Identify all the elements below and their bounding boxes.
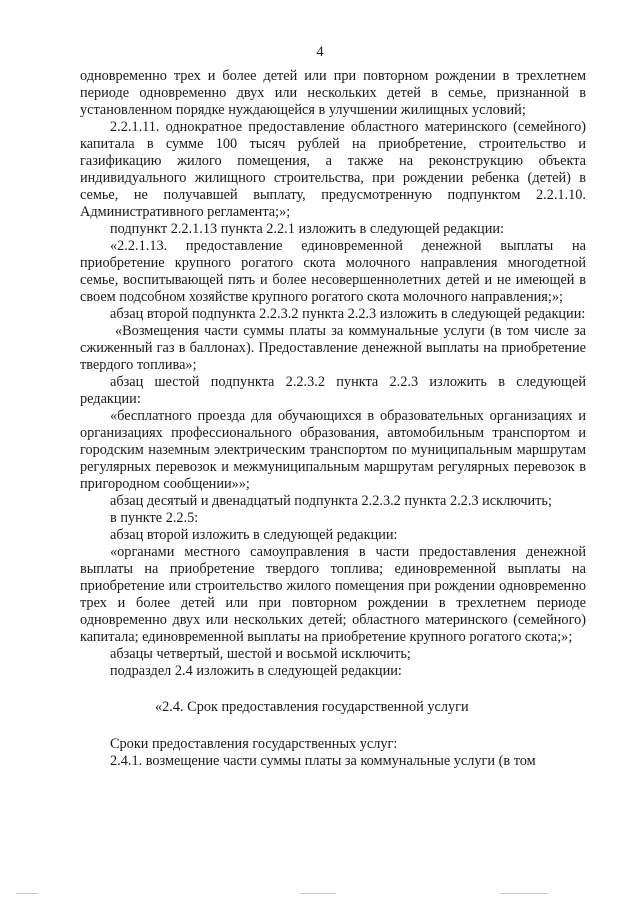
paragraph-p6: «Возмещения части суммы платы за коммунальные услуги (в том числе за сжиженный газ в баллонах). Предоставление денежной выплаты на приобретение твердого топлива»; bbox=[80, 323, 586, 373]
page-number: 4 bbox=[316, 44, 324, 60]
scan-artifact-right bbox=[500, 893, 548, 894]
section-heading: «2.4. Срок предоставления государственной услуги bbox=[155, 699, 469, 715]
paragraph-p12: «органами местного самоуправления в части предоставления денежной выплаты на приобретение твердого топлива; единовременной выплаты на приобретение или строительство жилого помещения при рождении одновременно трех и более детей или при повторном рождении в трехлетнем периоде одновременно двух или нескольких детей; областного материнского (семейного) капитала; единовременной выплаты на приобретение крупного рогатого скота;»; bbox=[80, 544, 586, 645]
scan-artifact-left bbox=[16, 893, 38, 894]
document-body bbox=[80, 68, 586, 770]
paragraphs-after-heading bbox=[80, 736, 586, 770]
paragraph-p8: «бесплатного проезда для обучающихся в образовательных организациях и организациях профессионального образования, автомобильным транспортом и городским наземным электрическим транспортом по муниципальным маршрутам регулярных перевозок и межмуниципальным маршрутам регулярных перевозок в пригородном сообщении»»; bbox=[80, 408, 586, 492]
paragraph-p5: абзац второй подпункта 2.2.3.2 пункта 2.2.3 изложить в следующей редакции: bbox=[110, 306, 586, 322]
paragraph-p14: подраздел 2.4 изложить в следующей редакции: bbox=[110, 663, 402, 679]
paragraph-p9: абзац десятый и двенадцатый подпункта 2.2.3.2 пункта 2.2.3 исключить; bbox=[110, 493, 552, 509]
paragraph-p1: одновременно трех и более детей или при повторном рождении в трехлетнем периоде одновременно двух или нескольких детей в семье, признанной в установленном порядке нуждающейся в улучшении жилищных условий; bbox=[80, 68, 586, 118]
paragraph-p3: подпункт 2.2.1.13 пункта 2.2.1 изложить в следующей редакции: bbox=[110, 221, 504, 237]
paragraph-p2: 2.2.1.11. однократное предоставление областного материнского (семейного) капитала в сумме 100 тысяч рублей на приобретение, строительство и газификацию жилого помещения, а также на реконструкцию объекта индивидуального жилищного строительства, при рождении ребенка (детей) в семье, не получавшей выплату, предусмотренную подпунктом 2.2.1.10. Административного регламента;»; bbox=[80, 119, 586, 220]
paragraph-p15: Сроки предоставления государственных услуг: bbox=[110, 736, 398, 752]
paragraph-p13: абзацы четвертый, шестой и восьмой исключить; bbox=[110, 646, 411, 662]
paragraph-p7: абзац шестой подпункта 2.2.3.2 пункта 2.2.3 изложить в следующей редакции: bbox=[80, 374, 586, 407]
paragraph-p16: 2.4.1. возмещение части суммы платы за коммунальные услуги (в том bbox=[110, 753, 536, 769]
paragraph-p10: в пункте 2.2.5: bbox=[110, 510, 199, 526]
scan-artifact-center bbox=[300, 893, 336, 894]
paragraph-p11: абзац второй изложить в следующей редакции: bbox=[110, 527, 398, 543]
paragraphs-before-heading bbox=[80, 68, 586, 680]
paragraph-p4: «2.2.1.13. предоставление единовременной денежной выплаты на приобретение крупного рогатого скота молочного направления многодетной семье, воспитывающей пять и более несовершеннолетних детей и не имеющей в своем подсобном хозяйстве крупного рогатого скота молочного направления;»; bbox=[80, 238, 586, 305]
